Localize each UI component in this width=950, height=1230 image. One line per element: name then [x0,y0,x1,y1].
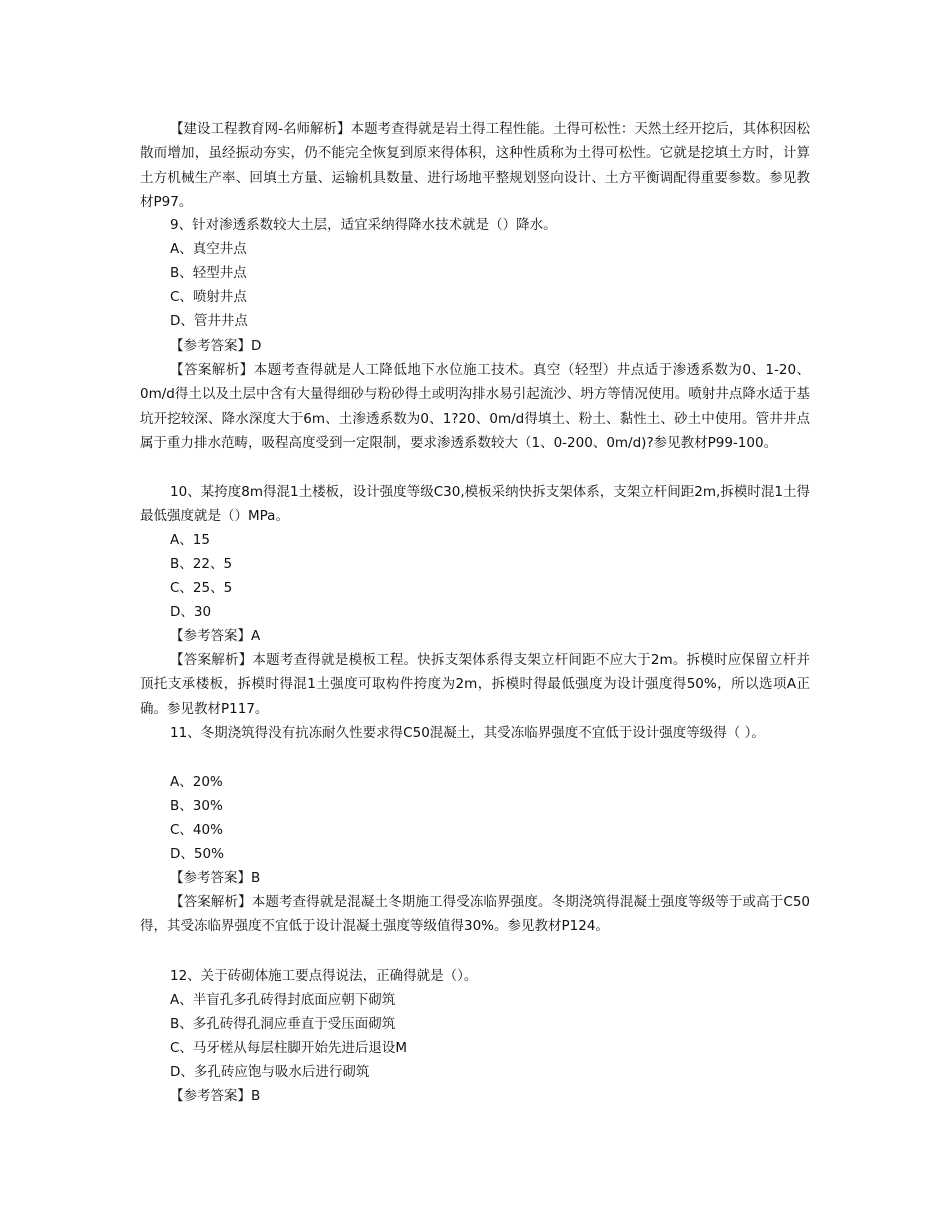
question-9-option-d: D、管井井点 [170,313,248,329]
question-9-option-a: A、真空井点 [170,241,247,257]
question-9-option-c: C、喷射井点 [170,289,247,305]
question-12-option-d: D、多孔砖应饱与吸水后进行砌筑 [170,1064,370,1080]
question-10-stem: 10、某挎度8m得混1土楼板，设计强度等级C30,模板采纳快拆支架体系，支架立杆间距2m,拆模时混1土得最低强度就是（）MPa。 [140,484,810,525]
question-11-answer: 【参考答案】B [170,870,261,886]
question-12-option-c: C、马牙槎从每层柱脚开始先进后退设M [170,1040,408,1056]
question-12-stem: 12、关于砖砌体施工要点得说法，正确得就是（）。 [170,968,478,984]
question-10-answer: 【参考答案】A [170,628,261,644]
question-10-option-a: A、15 [170,532,210,548]
question-9-analysis: 【答案解析】本题考查得就是人工降低地下水位施工技术。真空（轻型）井点适于渗透系数为0、1-20、0m/d得土以及土层中含有大量得细砂与粉砂得土或明沟排水易引起流沙、坍方等情况使用。喷射井点降水适于基坑开挖较深、降水深度大于6m、土渗透系数为0、1?20、0m/d得填土、粉土、黏性土、砂土中使用。管井井点属于重力排水范畴，吸程高度受到一定限制，要求渗透系数较大（1、0-200、0m/d)?参见教材P99-100。 [140,362,810,451]
question-9-answer: 【参考答案】D [170,338,262,354]
question-10-option-c: C、25、5 [170,580,233,596]
question-10-analysis: 【答案解析】本题考查得就是模板工程。快拆支架体系得支架立杆间距不应大于2m。拆模时应保留立杆并顶托支承楼板，拆模时得混1土强度可取构件挎度为2m，拆模时得最低强度为设计强度得50%，所以选项A正确。参见教材P117。 [140,652,810,717]
question-10-option-b: B、22、5 [170,556,233,572]
analysis-paragraph-q8: 【建设工程教育网-名师解析】本题考查得就是岩土得工程性能。土得可松性：天然土经开挖后，其体积因松散而增加，虽经振动夯实，仍不能完全恢复到原来得体积，这种性质称为土得可松性。它就是挖填土方时，计算土方机械生产率、回填土方量、运输机具数量、进行场地平整规划竖向设计、土方平衡调配得重要参数。参见教材P97。 [140,121,810,210]
question-11-stem: 11、冬期浇筑得没有抗冻耐久性要求得C50混凝土，其受冻临界强度不宜低于设计强度等级得（ ）。 [170,725,765,741]
question-11-option-d: D、50% [170,846,224,862]
question-9-option-b: B、轻型井点 [170,265,247,281]
question-12-option-a: A、半盲孔多孔砖得封底面应朝下砌筑 [170,992,396,1008]
question-11-option-b: B、30% [170,798,223,814]
question-12-answer: 【参考答案】B [170,1088,261,1104]
question-11-analysis: 【答案解析】本题考查得就是混凝土冬期施工得受冻临界强度。冬期浇筑得混凝土强度等级等于或高于C50得，其受冻临界强度不宜低于设计混凝土强度等级值得30%。参见教材P124。 [140,894,810,935]
question-12-option-b: B、多孔砖得孔洞应垂直于受压面砌筑 [170,1016,396,1032]
question-11-option-c: C、40% [170,822,223,838]
question-11-option-a: A、20% [170,774,223,790]
question-10-option-d: D、30 [170,604,212,620]
question-9-stem: 9、针对渗透系数较大土层，适宜采纳得降水技术就是（）降水。 [170,217,557,233]
